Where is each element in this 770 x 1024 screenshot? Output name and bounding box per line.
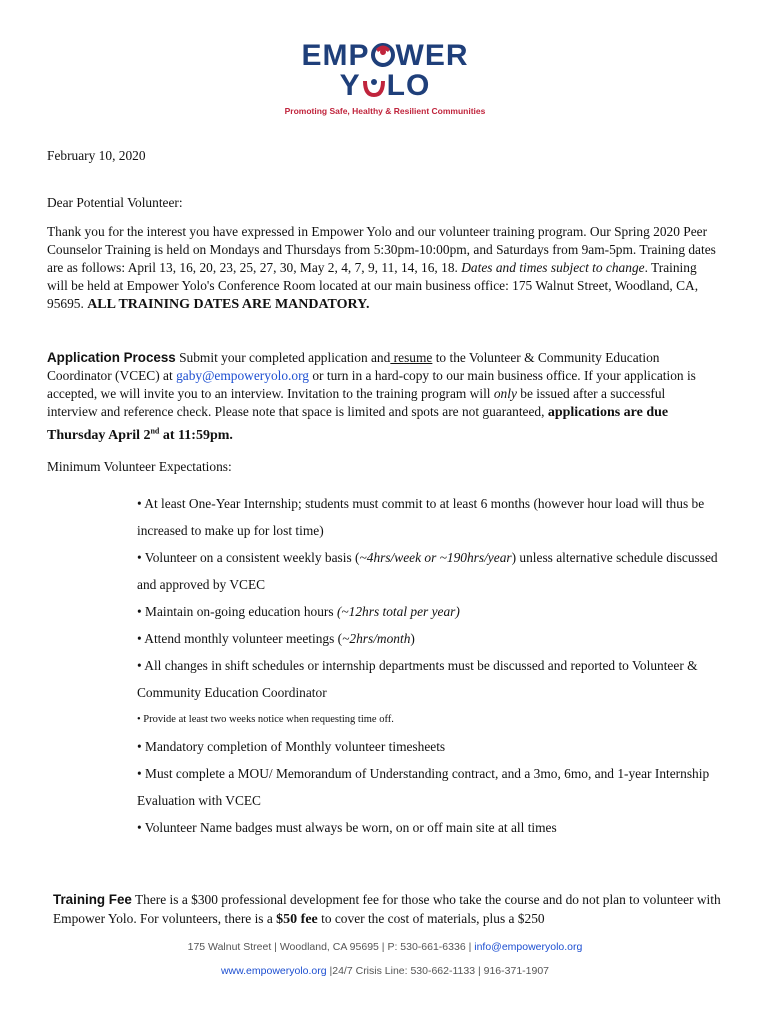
training-paragraph: [47, 223, 717, 314]
application-text-a: Submit your completed application and: [175, 350, 391, 365]
training-italic-note: Dates and times subject to change: [461, 260, 645, 275]
letter-date: February 10, 2020: [47, 148, 146, 163]
application-text-d: be issued after a successful interview and reference check. Please note that space is limited and spots are not guaranteed,: [47, 386, 666, 419]
list-item: • All changes in shift schedules or internship departments must be discussed and reported to Volunteer & Community Education Coordinator: [137, 658, 698, 700]
fee-text-a: There is a $300 professional development fee for those who take the course and do not plan to volunteer with Empower Yolo. For volunteers, there is a: [53, 892, 721, 926]
logo-line-2: [0, 69, 770, 102]
expectations-list: [137, 490, 737, 841]
vcec-email-link[interactable]: gaby@empoweryolo.org: [176, 368, 310, 383]
list-item: [137, 544, 737, 598]
application-text-b: to the Volunteer & Community Education Coordinator (VCEC) at: [47, 350, 660, 383]
list-item: • Must complete a MOU/ Memorandum of Understanding contract, and a 3mo, 6mo, and 1-year Internship Evaluation with VCEC: [137, 766, 710, 808]
item-italic: ~4hrs/week or ~190hrs/year: [359, 550, 512, 565]
list-item: [137, 598, 737, 625]
application-text-c: or turn in a hard-copy to our main business office. If your application is accepted, we will invite you to an interview. Invitation to the training program will: [47, 368, 696, 401]
fee-text-b: to cover the cost of materials, plus a $250: [317, 911, 545, 926]
logo-line-1: [0, 39, 770, 72]
list-item: • Mandatory completion of Monthly volunteer timesheets: [137, 739, 446, 754]
list-item: • Volunteer Name badges must always be worn, on or off main site at all times: [137, 820, 557, 835]
min-expectations-heading: Minimum Volunteer Expectations:: [47, 459, 232, 474]
application-process-heading: Application Process: [47, 350, 176, 365]
footer-website-link[interactable]: www.empoweryolo.org: [220, 965, 327, 977]
training-fee-heading: Training Fee: [53, 892, 132, 907]
logo-text-emp: EMP: [301, 39, 370, 72]
only-italic: only: [493, 386, 517, 401]
training-text-b: . Training will be held at Empower Yolo's Conference Room located at our main business office: 175 Walnut Street, Woodland, CA, 95695.: [47, 260, 699, 311]
empower-yolo-logo: [0, 39, 770, 116]
logo-text-y: Y: [339, 69, 361, 102]
item-text: ) unless alternative schedule discussed and approved by VCEC: [137, 550, 718, 592]
item-text: ): [410, 631, 415, 646]
item-italic: ~2hrs/month: [342, 631, 411, 646]
item-text: • Maintain on-going education hours: [137, 604, 337, 619]
application-paragraph: [47, 349, 717, 445]
footer-email-link[interactable]: info@empoweryolo.org: [474, 941, 583, 953]
item-text: • Volunteer on a consistent weekly basis (: [137, 550, 360, 565]
due-date-sup: nd: [150, 426, 160, 435]
logo-text-lo: LO: [386, 69, 431, 102]
footer-contact-line: [0, 965, 770, 977]
item-text: • Attend monthly volunteer meetings (: [137, 631, 343, 646]
logo-o-hands-icon: [362, 73, 386, 97]
due-date-text: applications are due Thursday April 2: [47, 405, 669, 443]
list-item: • At least One-Year Internship; students must commit to at least 6 months (however hour load will thus be increased to make up for lost time): [137, 496, 705, 538]
resume-word: resume: [390, 350, 433, 365]
footer-crisis-line: |24/7 Crisis Line: 530-662-1133 | 916-371-1907: [326, 965, 550, 977]
letter-salutation: Dear Potential Volunteer:: [47, 195, 183, 210]
item-italic: (~12hrs total per year): [336, 604, 460, 619]
footer-address-line: [0, 941, 770, 953]
training-fee-paragraph: [53, 890, 721, 929]
footer-address: 175 Walnut Street | Woodland, CA 95695 | P: 530-661-6336 |: [187, 941, 475, 953]
list-item: [137, 625, 737, 652]
due-date-time: at 11:59pm.: [159, 427, 233, 443]
training-text-a: Thank you for the interest you have expressed in Empower Yolo and our volunteer training program. Our Spring 2020 Peer Counselor Training is held on Mondays and Thursdays from 5:30pm-10:00pm, and Saturdays from 9am-5pm. Training dates are as follows: April 13, 16, 20, 23, 25, 27, 30, May 2, 4, 7, 9, 11, 14, 16, 18.: [47, 224, 716, 275]
list-item: • Provide at least two weeks notice when requesting time off.: [137, 714, 394, 725]
mandatory-notice: ALL TRAINING DATES ARE MANDATORY.: [87, 297, 370, 312]
logo-o-figure-icon: [371, 43, 395, 67]
logo-tagline: Promoting Safe, Healthy & Resilient Communities: [284, 106, 486, 116]
fee-amount: $50 fee: [276, 912, 318, 927]
logo-text-wer: WER: [395, 39, 469, 72]
